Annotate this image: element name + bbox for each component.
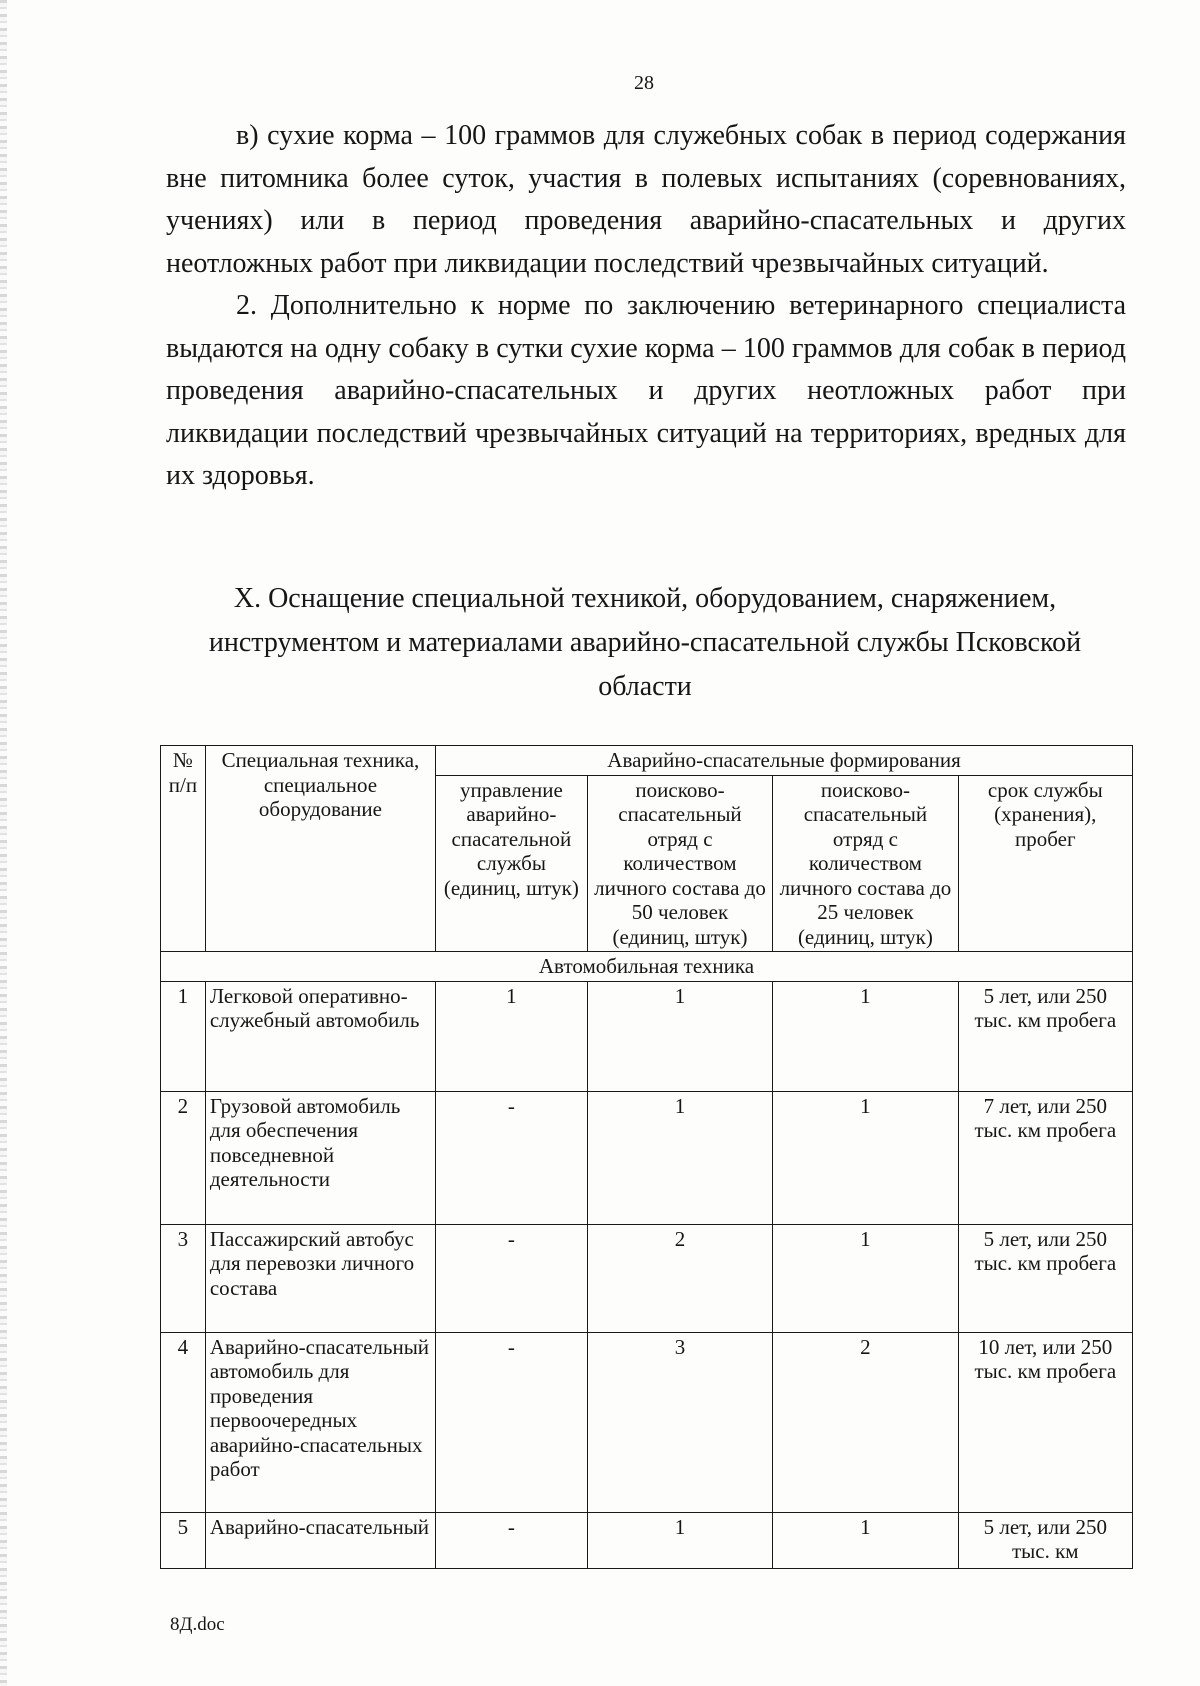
footer-filename: 8Д.doc (170, 1614, 225, 1635)
table-row (161, 1224, 1133, 1332)
header-num: № п/п (161, 746, 206, 952)
cell-num: 2 (161, 1091, 206, 1224)
cell-b: 2 (587, 1224, 772, 1332)
cell-name: Пассажирский автобус для перевозки личного состава (205, 1224, 435, 1332)
cell-a: - (436, 1091, 588, 1224)
table-row (161, 1332, 1133, 1512)
body-text (166, 115, 1126, 498)
page-number: 28 (634, 72, 654, 94)
cell-a: - (436, 1224, 588, 1332)
header-name: Специальная техника, специальное оборудование (205, 746, 435, 952)
cell-name: Грузовой автомобиль для обеспечения повседневной деятельности (205, 1091, 435, 1224)
section-row (161, 952, 1133, 982)
cell-b: 1 (587, 1091, 772, 1224)
cell-b: 1 (587, 981, 772, 1091)
cell-b: 3 (587, 1332, 772, 1512)
cell-d: 5 лет, или 250 тыс. км пробега (958, 981, 1132, 1091)
cell-d: 5 лет, или 250 тыс. км (958, 1512, 1132, 1568)
cell-d: 10 лет, или 250 тыс. км пробега (958, 1332, 1132, 1512)
equipment-table (160, 745, 1133, 1569)
paragraph-2: 2. Дополнительно к норме по заключению ветеринарного специалиста выдаются на одну собаку в сутки сухие корма – 100 граммов для собак в период проведения аварийно-спасательных и других неотложных работ при ликвидации последствий чрезвычайных ситуаций на территориях, вредных для их здоровья. (166, 290, 1126, 491)
cell-num: 1 (161, 981, 206, 1091)
header-col-d: срок службы (хранения), пробег (958, 775, 1132, 952)
cell-b: 1 (587, 1512, 772, 1568)
cell-c: 1 (773, 1224, 958, 1332)
cell-c: 1 (773, 1512, 958, 1568)
header-col-b: поисково-спасательный отряд с количеством личного состава до 50 человек (единиц, штук) (587, 775, 772, 952)
cell-a: - (436, 1332, 588, 1512)
cell-name: Легковой оперативно-служебный автомобиль (205, 981, 435, 1091)
table-row (161, 1512, 1133, 1568)
cell-num: 5 (161, 1512, 206, 1568)
cell-c: 1 (773, 1091, 958, 1224)
cell-c: 1 (773, 981, 958, 1091)
section-label: Автомобильная техника (161, 952, 1133, 982)
table-header-row (161, 746, 1133, 776)
cell-num: 3 (161, 1224, 206, 1332)
section-heading: X. Оснащение специальной техникой, оборудованием, снаряжением, инструментом и материалами аварийно-спасательной службы Псковской области (208, 583, 1082, 702)
cell-num: 4 (161, 1332, 206, 1512)
cell-d: 7 лет, или 250 тыс. км пробега (958, 1091, 1132, 1224)
cell-a: 1 (436, 981, 588, 1091)
cell-d: 5 лет, или 250 тыс. км пробега (958, 1224, 1132, 1332)
cell-name: Аварийно-спасательный автомобиль для проведения первоочередных аварийно-спасательных работ (205, 1332, 435, 1512)
cell-name: Аварийно-спасательный (205, 1512, 435, 1568)
header-group: Аварийно-спасательные формирования (436, 746, 1133, 776)
table-row (161, 1091, 1133, 1224)
paragraph-1: в) сухие корма – 100 граммов для служебных собак в период содержания вне питомника более суток, участия в полевых испытаниях (соревнованиях, учениях) или в период проведения аварийно-спасательных и других неотложных работ при ликвидации последствий чрезвычайных ситуаций. (166, 120, 1126, 279)
cell-a: - (436, 1512, 588, 1568)
header-col-a: управление аварийно-спасательной службы (единиц, штук) (436, 775, 588, 952)
table-row (161, 981, 1133, 1091)
cell-c: 2 (773, 1332, 958, 1512)
header-col-c: поисково-спасательный отряд с количеством личного состава до 25 человек (единиц, штук) (773, 775, 958, 952)
scan-edge (0, 0, 7, 1686)
